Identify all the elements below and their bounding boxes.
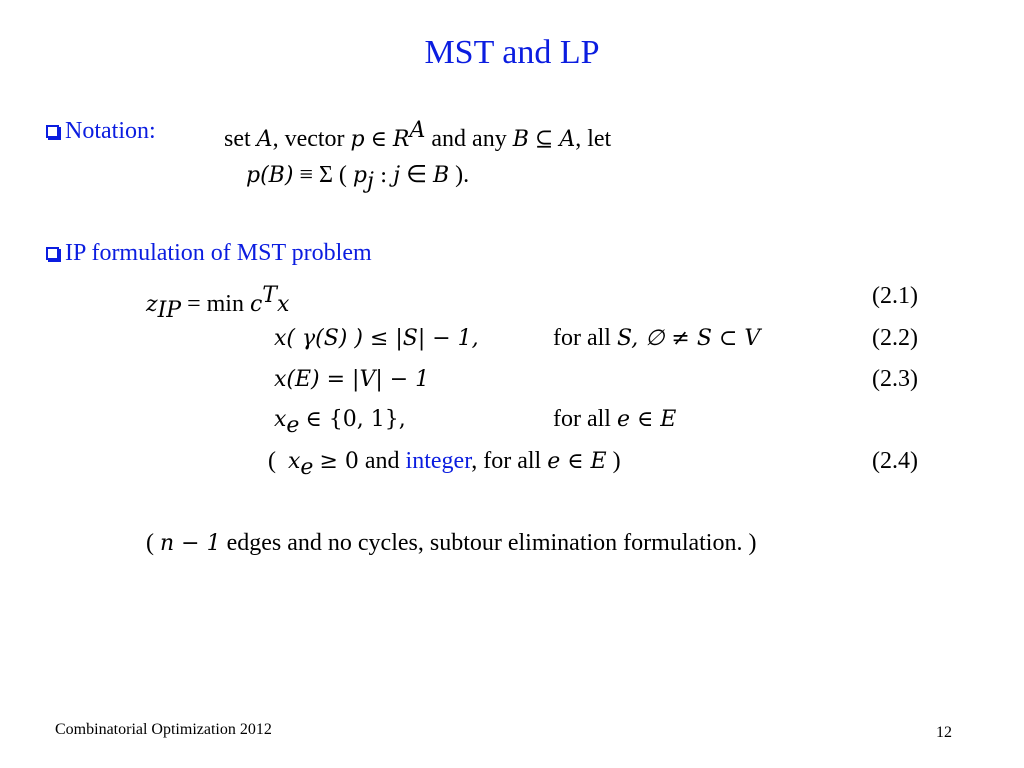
notation-line [46,118,156,145]
math-e-sub: e [286,412,300,438]
text-open-paren: ( [268,448,276,474]
math-x-e: x [274,407,287,432]
text-and-any: and any [431,126,507,152]
math-p: p [350,127,365,152]
constraint-binary-cond [553,406,676,433]
text-let: , let [575,126,612,152]
math-in2: ∈ [406,162,427,188]
ip-heading: IP formulation of MST problem [65,240,372,266]
text-for-all-3: , for all [471,448,542,474]
footer-course: Combinatorial Optimization 2012 [55,721,272,738]
math-equiv-sum: ≡ Σ ( [299,162,347,188]
math-e-sub-2: e [300,454,314,480]
text-and: and [364,448,400,474]
slide-title: MST and LP [424,34,600,71]
math-z-sub: IP [157,297,182,323]
math-A2: A [559,127,576,152]
notation-sum-definition [246,160,469,194]
text-integer: integer [405,448,472,474]
equation-number-2-3: (2.3) [872,366,918,392]
math-c: c [249,292,263,317]
math-subseteq: ⊆ [534,127,554,152]
objective-line [146,283,289,323]
constraint-integer [268,448,621,480]
math-subtour-lhs: x( γ(S) ) ≤ |S| − 1, [274,326,479,351]
math-n-minus-1: n − 1 [160,531,221,556]
math-binary-set: ∈ {0, 1}, [305,407,406,432]
math-z: z [146,292,158,317]
math-colon: : [379,163,388,188]
constraint-subtour-cond [553,325,760,352]
constraint-binary [274,406,406,438]
math-R: R [392,127,410,152]
math-B2: B [433,163,450,188]
math-R-sup: A [409,118,426,143]
math-p-j: p [352,163,368,188]
square-bullet-icon [46,247,59,260]
math-c-sup: T [262,283,277,308]
notation-definition [224,118,611,153]
page-number: 12 [936,724,952,741]
constraint-subtour [274,325,479,352]
equation-number-2-1: (2.1) [872,283,918,309]
math-pB: p(B) [246,163,294,188]
text-note: edges and no cycles, subtour elimination formulation. ) [226,530,757,556]
constraint-edge-count [274,366,429,393]
math-e-in-E-2: e ∈ E [547,449,607,474]
math-e-in-E: e ∈ E [616,407,677,432]
text-for-all-2: for all [553,406,611,432]
text-close: ). [455,162,470,188]
text-close-paren: ) [612,448,621,474]
text-for-all: for all [553,325,611,351]
math-x-e-2: x [288,449,301,474]
formulation-note [146,530,756,557]
math-in: ∈ [370,127,387,152]
equation-number-2-2: (2.2) [872,325,918,351]
ip-heading-line [46,240,372,267]
math-B: B [512,127,529,152]
math-subtour-cond: S, ∅ ≠ S ⊂ V [616,326,761,351]
text-vector: , vector [272,126,345,152]
notation-label: Notation: [65,118,156,144]
math-ge-zero: ≥ 0 [319,449,359,474]
math-A: A [256,127,273,152]
math-j-sub: j [367,168,374,194]
math-x: x [276,292,290,317]
text-eq-min: = min [187,291,244,317]
text-set: set [224,126,251,152]
math-j: j [393,163,401,188]
text-note-open: ( [146,530,154,556]
square-bullet-icon [46,125,59,138]
equation-number-2-4: (2.4) [872,448,918,474]
math-edge-count: x(E) = |V| − 1 [274,367,430,392]
